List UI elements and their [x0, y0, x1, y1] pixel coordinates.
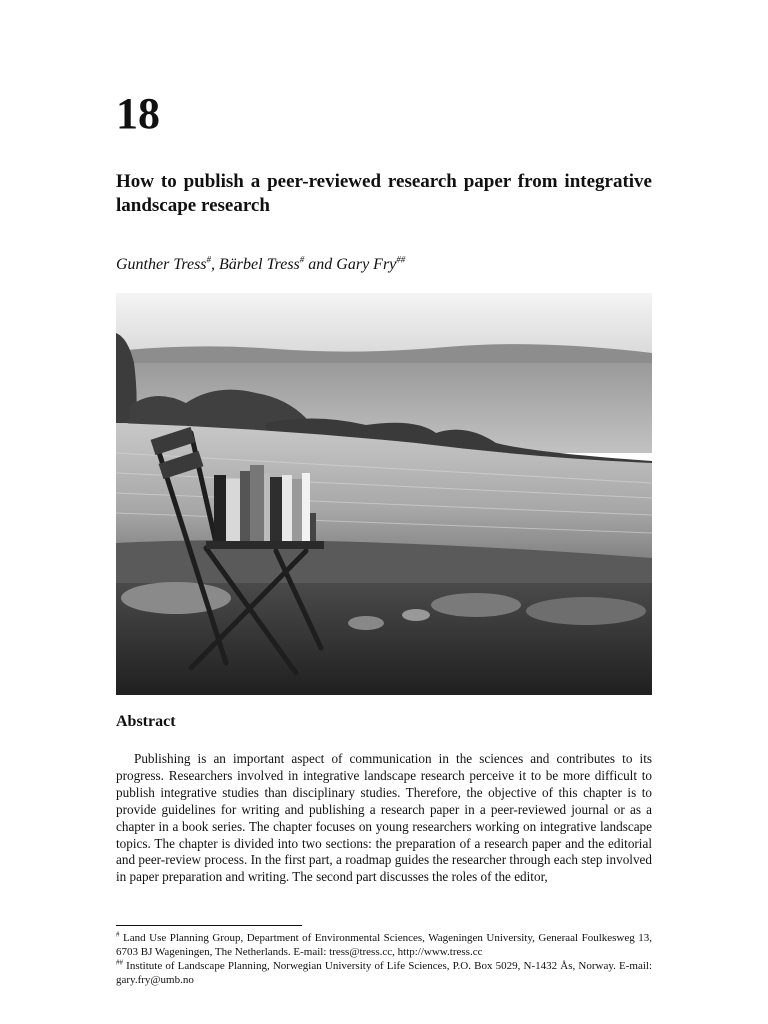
footnote-text: Land Use Planning Group, Department of Environmental Sciences, Wageningen University, Generaal Foulkesweg 13, 6703 BJ Wageningen, The Netherlands. E-mail: tress@tress.cc, http://www.tress.cc [116, 932, 652, 958]
footnotes [116, 931, 652, 987]
footnote-mark: ## [116, 958, 123, 967]
author-name: Gary Fry [336, 256, 397, 273]
author-separator: , [211, 256, 220, 273]
abstract-text: Publishing is an important aspect of communication in the sciences and contributes to its progress. Researchers involved in integrative landscape research perceive it to be more difficult to publish integrative studies than disciplinary studies. Therefore, the objective of this chapter is to provide guidelines for writing and publishing a research paper in a peer-reviewed journal or as a chapter in a book series. The chapter focuses on young researchers working on integrative landscape topics. The chapter is divided into two sections: the preparation of a research paper and the editorial and peer-review process. In the first part, a roadmap guides the researcher through each step involved in paper preparation and writing. The second part discusses the roles of the editor, [116, 751, 652, 885]
author-affiliation-mark: ## [396, 254, 406, 265]
author-name: Bärbel Tress [219, 256, 300, 273]
author-line [116, 255, 405, 275]
landscape-photo [116, 293, 652, 695]
chapter-number: 18 [116, 89, 160, 138]
author-separator: and [304, 256, 337, 273]
abstract-heading: Abstract [116, 713, 176, 730]
footnote-divider [116, 925, 302, 926]
footnote [116, 959, 652, 987]
author-affiliation-mark: # [299, 254, 305, 265]
footnote-mark: # [116, 930, 120, 939]
author-affiliation-mark: # [206, 254, 212, 265]
author-name: Gunther Tress [116, 256, 207, 273]
footnote-text: Institute of Landscape Planning, Norwegian University of Life Sciences, P.O. Box 5029, N-1432 Ås, Norway. E-mail: gary.fry@umb.no [116, 960, 652, 986]
footnote [116, 931, 652, 959]
chapter-title: How to publish a peer-reviewed research paper from integrative landscape research [116, 171, 652, 216]
